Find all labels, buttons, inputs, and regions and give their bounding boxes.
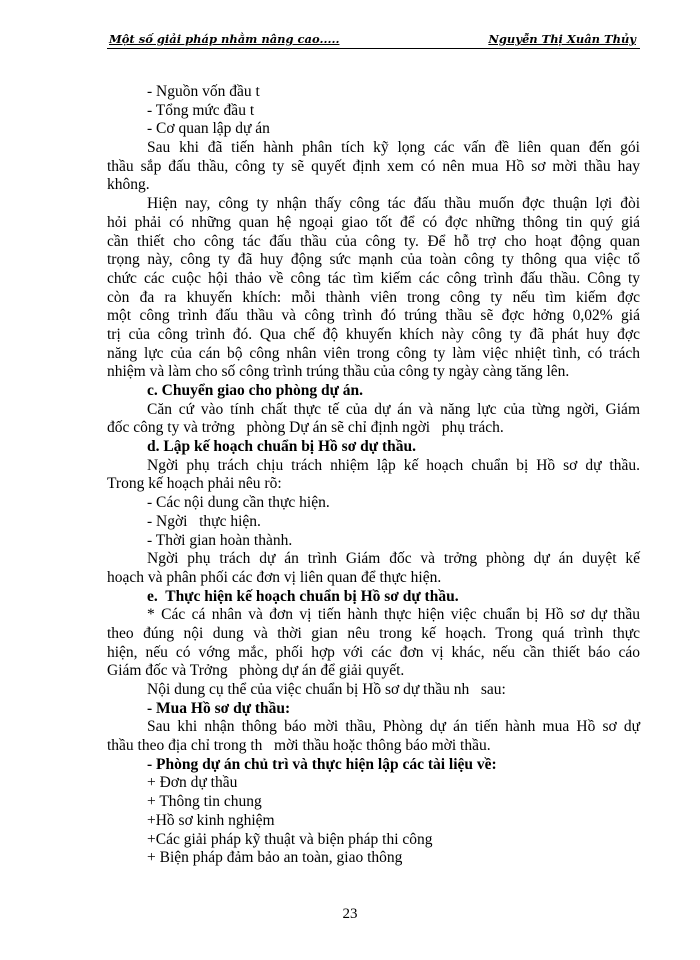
- text-line: không.: [107, 176, 150, 194]
- text-line: - Tổng mức đầu t: [147, 101, 255, 119]
- text-line: Ngời phụ trách dự án trình Giám đốc và trởng phòng dự án duyệt kế: [147, 550, 640, 568]
- text-line: còn đa ra khuyến khích: mỗi thành viên trong công ty nếu tìm kiếm đợc: [107, 288, 640, 306]
- section-heading: d. Lập kế hoạch chuẩn bị Hồ sơ dự thầu.: [147, 438, 416, 456]
- text-line: Giám đốc và Trởng phòng dự án để giải quyết.: [107, 662, 405, 680]
- list-item: + Đơn dự thầu: [147, 774, 238, 792]
- text-line: năng lực của cán bộ công nhân viên trong công ty làm việc nhiệt tình, có trách: [107, 344, 640, 362]
- text-line: thầu theo địa chỉ trong th mời thầu hoặc thông báo mời thầu.: [107, 737, 491, 755]
- section-heading: e. Thực hiện kế hoạch chuẩn bị Hồ sơ dự thầu.: [147, 587, 459, 605]
- list-item: +Các giải pháp kỹ thuật và biện pháp thi công: [147, 830, 433, 848]
- text-line: * Các cá nhân và đơn vị tiến hành thực hiện việc chuẩn bị Hồ sơ dự thầu: [147, 606, 640, 624]
- page-header: [107, 30, 640, 49]
- text-line: - Ngời thực hiện.: [147, 512, 261, 530]
- text-line: - Nguồn vốn đầu t: [147, 83, 260, 100]
- text-line: nhiệm và làm cho số công trình trúng thầu của công ty ngày càng tăng lên.: [107, 363, 570, 381]
- text-line: trọng này, công ty đã huy động sức mạnh của toàn công ty thông qua việc tổ: [107, 251, 640, 269]
- text-line: hỏi phải có những quan hệ ngoại giao tốt để có đợc những thông tin quý giá: [107, 213, 640, 231]
- text-line: theo đúng nội dung và thời gian nêu trong kế hoạch. Trong quá trình thực: [107, 624, 640, 642]
- text-line: Nội dung cụ thể của việc chuẩn bị Hồ sơ dự thầu nh sau:: [147, 681, 506, 698]
- text-line: Hiện nay, công ty nhận thấy công tác đấu thầu muốn đợc thuận lợi đòi: [147, 195, 640, 213]
- section-heading: c. Chuyển giao cho phòng dự án.: [147, 382, 364, 399]
- text-line: chức các cuộc hội thảo về công tác tìm kiếm các công trình đấu thầu. Công ty: [107, 269, 640, 287]
- list-item: +Hồ sơ kinh nghiệm: [147, 811, 275, 829]
- page-number: 23: [342, 906, 358, 922]
- text-line: Sau khi nhận thông báo mời thầu, Phòng dự án tiến hành mua Hồ sơ dự: [147, 718, 640, 736]
- text-line: đốc công ty và trởng phòng Dự án sẽ chỉ định ngời phụ trách.: [107, 419, 504, 437]
- document-body: [107, 83, 640, 868]
- subheading: - Mua Hồ sơ dự thầu:: [147, 699, 291, 717]
- text-line: - Cơ quan lập dự án: [147, 120, 270, 138]
- text-line: Căn cứ vào tính chất thực tế của dự án và năng lực của từng ngời, Giám: [147, 400, 640, 418]
- text-line: cần thiết cho công tác đấu thầu của công ty. Để hỗ trợ cho hoạt động quan: [107, 232, 640, 250]
- header-title: Một số giải pháp nhằm nâng cao.....: [109, 32, 340, 46]
- text-line: trị của công trình đó. Qua chế độ khuyến khích này công ty đã phát huy đợc: [107, 325, 640, 343]
- text-line: Trong kế hoạch phải nêu rõ:: [107, 475, 282, 493]
- list-item: + Biện pháp đảm bảo an toàn, giao thông: [147, 849, 403, 867]
- text-line: - Các nội dung cần thực hiện.: [147, 494, 330, 512]
- text-line: hiện, nếu có vớng mắc, phối hợp với các đơn vị khác, nếu cần thiết báo cáo: [107, 643, 640, 661]
- text-line: hoạch và phân phối các đơn vị liên quan để thực hiện.: [107, 568, 442, 586]
- header-author: Nguyễn Thị Xuân Thủy: [488, 32, 636, 46]
- list-item: + Thông tin chung: [147, 793, 262, 811]
- text-line: Sau khi đã tiến hành phân tích kỹ lọng các vấn đề liên quan đến gói: [147, 139, 640, 157]
- text-line: thầu sắp đấu thầu, công ty sẽ quyết định xem có nên mua Hồ sơ mời thầu hay: [107, 157, 640, 175]
- text-line: Ngời phụ trách chịu trách nhiệm lập kế hoạch chuẩn bị Hồ sơ dự thầu.: [147, 456, 640, 474]
- text-line: - Thời gian hoàn thành.: [147, 531, 293, 549]
- text-line: một công trình đấu thầu và công trình đó trúng thầu sẽ đợc hởng 0,02% giá: [107, 307, 640, 325]
- subheading: - Phòng dự án chủ trì và thực hiện lập các tài liệu về:: [147, 755, 497, 773]
